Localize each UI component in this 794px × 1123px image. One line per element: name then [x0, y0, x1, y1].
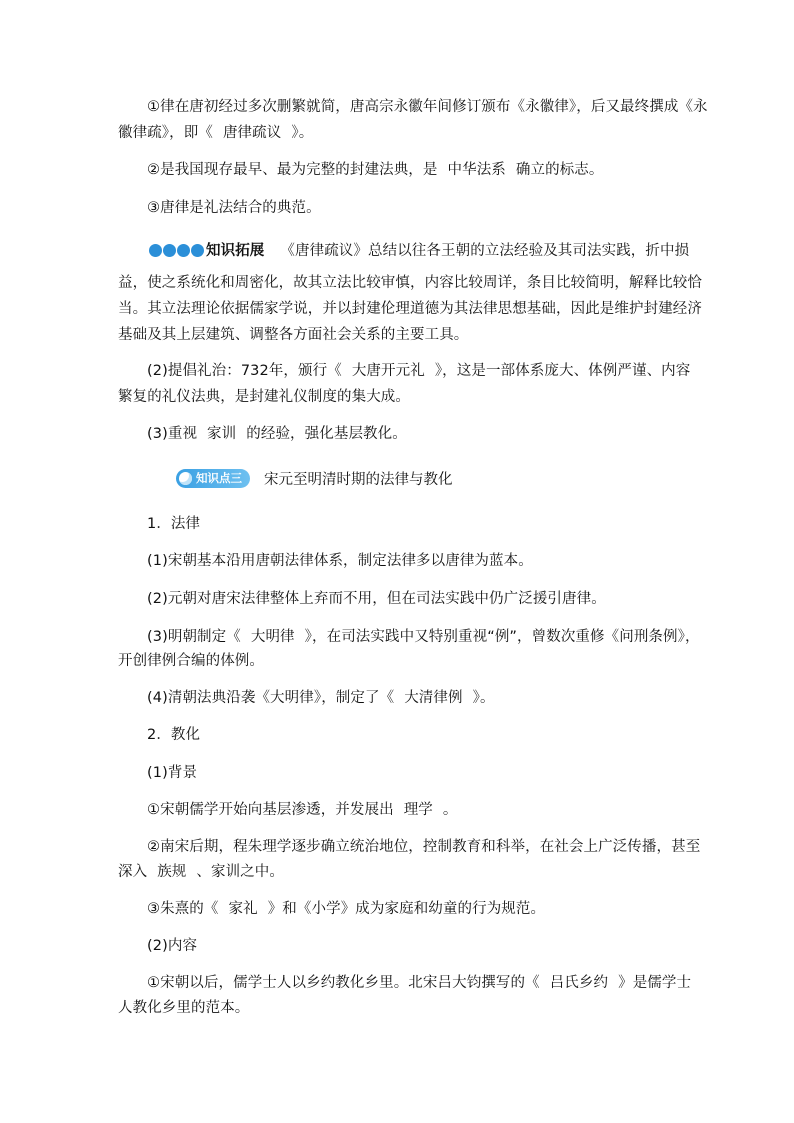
- heading-education: [147, 722, 707, 748]
- text-span: (2)元朝对唐宋法律整体上弃而不用，但在司法实践中仍广泛援引唐律。: [147, 591, 606, 607]
- paragraph-law-3: [147, 624, 707, 650]
- text-span: 1．法律: [147, 516, 201, 532]
- text-span: ①律在唐初经过多次删繁就简，唐高宗永徽年间修订颁布《永徽律》，后又最终撰成《永: [147, 99, 708, 115]
- text-span: 》是儒学士: [618, 975, 692, 991]
- paragraph-law-3-cont: [118, 648, 678, 674]
- text-span: 当。其立法理论依据儒家学说，并以封建伦理道德为其法律思想基础，因此是维护封建经济: [118, 301, 702, 317]
- badge-label: 知识点三: [196, 471, 242, 485]
- text-span: 》。: [291, 125, 314, 141]
- text-span: ③朱熹的《: [147, 901, 219, 917]
- text-span: 人教化乡里的范本。: [118, 1000, 250, 1016]
- text-span: 2．教化: [147, 727, 201, 743]
- paragraph-tang-law-3: [147, 195, 707, 221]
- text-span: 》，在司法实践中又特别重视“例”，曾数次重修《问刑条例》，: [304, 629, 700, 645]
- paragraph-rites-2: [147, 358, 707, 384]
- extension-dots-icon: [149, 240, 205, 266]
- paragraph-law-4: [147, 685, 707, 711]
- answer-clan-rules: 族规: [157, 864, 187, 880]
- text-span: 的经验，强化基层教化。: [246, 426, 407, 442]
- text-span: ③唐律是礼法结合的典范。: [147, 200, 321, 216]
- text-span: ①宋朝儒学开始向基层渗透，并发展出: [147, 802, 394, 818]
- text-span: 益，使之系统化和周密化，故其立法比较审慎，内容比较周详，条目比较简明，解释比较恰: [118, 275, 702, 291]
- paragraph-background-2-cont: [118, 859, 678, 885]
- section-title: 宋元至明清时期的法律与教化: [264, 471, 453, 488]
- text-span: 》。: [472, 690, 495, 706]
- text-span: 深入: [118, 864, 148, 880]
- text-span: ②是我国现存最早、最为完整的封建法典，是: [147, 162, 438, 178]
- heading-law: [147, 511, 707, 537]
- text-span: (3)明朝制定《: [147, 629, 241, 645]
- paragraph-rites-3: [147, 421, 707, 447]
- extension-line-4: [118, 322, 678, 348]
- answer-daming-lv: 大明律: [250, 629, 295, 645]
- knowledge-point-header: [176, 466, 453, 490]
- paragraph-tang-law-2: [147, 157, 707, 183]
- text-span: (4)清朝法典沿袭《大明律》，制定了《: [147, 690, 395, 706]
- text-span: 《唐律疏议》总结以往各王朝的立法经验及其司法实践，折中损: [280, 243, 690, 259]
- answer-lvshi-xiangyue: 吕氏乡约: [549, 975, 609, 991]
- knowledge-point-badge: [176, 469, 250, 488]
- paragraph-tang-law-1: [147, 94, 707, 120]
- text-span: 繁复的礼仪法典，是封建礼仪制度的集大成。: [118, 389, 410, 405]
- answer-family-instructions: 家训: [207, 426, 237, 442]
- answer-datang-kaiyuan-li: 大唐开元礼: [351, 363, 425, 379]
- text-span: 确立的标志。: [515, 162, 604, 178]
- knowledge-extension: [149, 238, 709, 266]
- sub-heading-background: [147, 760, 707, 786]
- extension-line-3: [118, 296, 702, 322]
- text-span: (1)背景: [147, 765, 198, 781]
- text-span: ①宋朝以后，儒学士人以乡约教化乡里。北宋吕大钧撰写的《: [147, 975, 540, 991]
- paragraph-background-3: [147, 896, 707, 922]
- paragraph-content-1: [147, 970, 707, 996]
- paragraph-tang-law-1-cont: [118, 120, 678, 146]
- text-span: 、家训之中。: [196, 864, 285, 880]
- paragraph-background-2: [147, 834, 707, 860]
- text-span: 》和《小学》成为家庭和幼童的行为规范。: [267, 901, 546, 917]
- paragraph-law-1: [147, 548, 707, 574]
- text-span: (2)提倡礼治：732年，颁行《: [147, 363, 342, 379]
- text-span: (3)重视: [147, 426, 198, 442]
- sub-heading-content: [147, 933, 707, 959]
- paragraph-rites-2-cont: [118, 384, 678, 410]
- text-span: 徽律疏》，即《: [118, 125, 213, 141]
- paragraph-content-1-cont: [118, 995, 678, 1021]
- answer-chinese-legal-system: 中华法系: [447, 162, 506, 178]
- paragraph-law-2: [147, 586, 707, 612]
- ball-icon: [179, 472, 192, 485]
- text-span: 开创律例合编的体例。: [118, 653, 264, 669]
- text-span: (1)宋朝基本沿用唐朝法律体系，制定法律多以唐律为蓝本。: [147, 553, 533, 569]
- answer-jiali: 家礼: [228, 901, 258, 917]
- text-span: (2)内容: [147, 938, 198, 954]
- extension-line-2: [118, 270, 702, 296]
- text-span: ②南宋后期，程朱理学逐步确立统治地位，控制教育和科举，在社会上广泛传播，甚至: [147, 839, 701, 855]
- answer-daqing-lvli: 大清律例: [404, 690, 463, 706]
- answer-lixue: 理学: [403, 802, 433, 818]
- paragraph-background-1: [147, 797, 707, 823]
- answer-tang-lv-shuyi: 唐律疏议: [222, 125, 282, 141]
- text-span: 》，这是一部体系庞大、体例严谨、内容: [434, 363, 691, 379]
- text-span: 基础及其上层建筑、调整各方面社会关系的主要工具。: [118, 327, 469, 343]
- extension-label: 知识拓展: [206, 243, 265, 259]
- text-span: 。: [442, 802, 458, 818]
